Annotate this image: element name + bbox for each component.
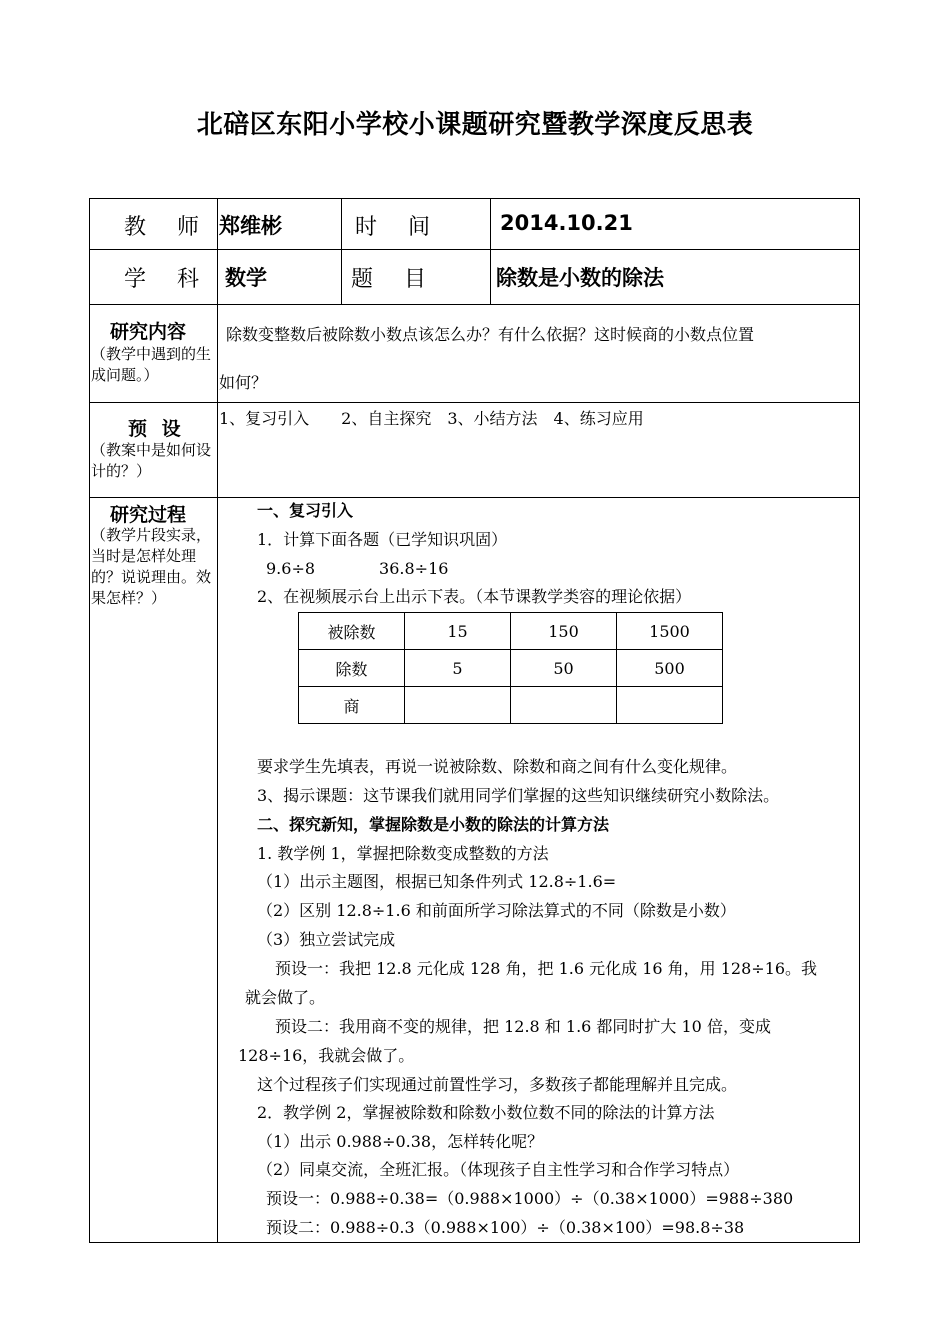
- table-cell: 5: [405, 650, 511, 687]
- table-cell: 15: [405, 613, 511, 650]
- process-line: 这个过程孩子们实现通过前置性学习，多数孩子都能理解并且完成。: [257, 1075, 738, 1094]
- process-line: 2、在视频展示台上出示下表。（本节课教学类容的理论依据）: [257, 587, 692, 606]
- table-row: [299, 613, 723, 650]
- process-line: 二、探究新知，掌握除数是小数的除法的计算方法: [257, 815, 610, 834]
- process-sublabel: （教学片段实录，当时是怎样处理的？说说理由。效果怎样？）: [91, 526, 212, 607]
- subject-value: 数学: [225, 266, 267, 290]
- topic-label: 题 目: [351, 267, 438, 292]
- table-cell: 商: [299, 687, 405, 724]
- page-title: 北碚区东阳小学校小课题研究暨教学深度反思表: [196, 110, 754, 140]
- row-divider: [89, 304, 860, 305]
- table-cell: [405, 687, 511, 724]
- preset-sublabel: （教案中是如何设计的？）: [91, 441, 212, 480]
- row-divider: [89, 402, 860, 403]
- process-line: 预设一：我把 12.8 元化成 128 角，把 1.6 元化成 16 角，用 128÷16。我: [275, 959, 818, 978]
- time-value: 2014.10.21: [500, 211, 633, 235]
- process-line: 就会做了。: [245, 988, 326, 1007]
- division-pattern-table: [298, 612, 723, 724]
- research-content-line2: 如何？: [219, 373, 268, 392]
- preset-text: 1、复习引入 2、自主探究 3、小结方法 4、练习应用: [219, 409, 644, 428]
- research-content-line1: 除数变整数后被除数小数点该怎么办？有什么依据？这时候商的小数点位置: [226, 325, 755, 344]
- research-content-label: 研究内容: [110, 321, 187, 343]
- process-line: 1．计算下面各题（已学知识巩固）: [257, 530, 508, 549]
- research-content-sublabel: （教学中遇到的生成问题。）: [91, 345, 212, 384]
- table-cell: 除数: [299, 650, 405, 687]
- process-line: 128÷16，我就会做了。: [238, 1046, 415, 1065]
- process-line: （1）出示主题图，根据已知条件列式 12.8÷1.6=: [257, 872, 617, 891]
- table-row: [299, 687, 723, 724]
- topic-value: 除数是小数的除法: [496, 266, 664, 290]
- table-cell: [511, 687, 617, 724]
- column-divider: [490, 198, 491, 305]
- table-cell: 500: [617, 650, 723, 687]
- process-label: 研究过程: [110, 504, 187, 526]
- process-line: （1）出示 0.988÷0.38，怎样转化呢？: [257, 1132, 544, 1151]
- process-line: 要求学生先填表，再说一说被除数、除数和商之间有什么变化规律。: [257, 757, 738, 776]
- table-cell: 150: [511, 613, 617, 650]
- process-line: 3、揭示课题：这节课我们就用同学们掌握的这些知识继续研究小数除法。: [257, 786, 780, 805]
- column-divider: [341, 198, 342, 305]
- table-cell: [617, 687, 723, 724]
- process-line: 一、复习引入: [257, 501, 354, 520]
- process-line: （3）独立尝试完成: [257, 930, 396, 949]
- column-divider: [217, 198, 218, 1243]
- subject-label: 学 科: [124, 267, 211, 292]
- process-line: 9.6÷8 36.8÷16: [266, 559, 449, 578]
- teacher-value: 郑维彬: [219, 214, 282, 238]
- process-line: 预设一：0.988÷0.38=（0.988×1000）÷（0.38×1000）=988÷380: [266, 1189, 794, 1208]
- process-line: 预设二：0.988÷0.3（0.988×100）÷（0.38×100）=98.8÷38: [266, 1218, 745, 1237]
- process-line: 1. 教学例 1，掌握把除数变成整数的方法: [257, 844, 549, 863]
- table-cell: 1500: [617, 613, 723, 650]
- table-cell: 被除数: [299, 613, 405, 650]
- process-line: 预设二：我用商不变的规律，把 12.8 和 1.6 都同时扩大 10 倍，变成: [275, 1017, 771, 1036]
- row-divider: [89, 497, 860, 498]
- preset-label: 预 设: [128, 418, 185, 440]
- teacher-label: 教 师: [124, 215, 211, 240]
- time-label: 时 间: [355, 215, 442, 240]
- table-cell: 50: [511, 650, 617, 687]
- process-line: （2）区别 12.8÷1.6 和前面所学习除法算式的不同（除数是小数）: [257, 901, 736, 920]
- table-row: [299, 650, 723, 687]
- process-line: （2）同桌交流，全班汇报。（体现孩子自主性学习和合作学习特点）: [257, 1160, 740, 1179]
- process-line: 2．教学例 2，掌握被除数和除数小数位数不同的除法的计算方法: [257, 1103, 715, 1122]
- row-divider: [89, 249, 860, 250]
